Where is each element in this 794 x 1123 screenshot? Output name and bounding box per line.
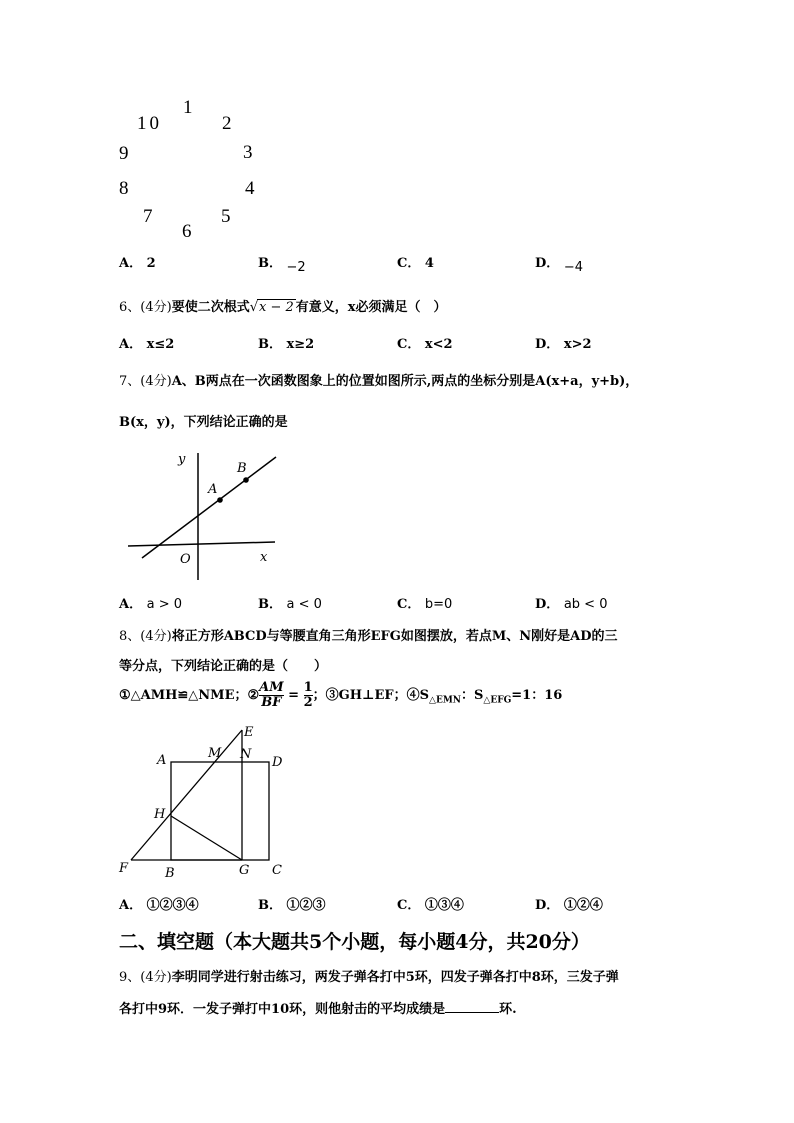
label-a: A <box>157 753 167 768</box>
dial-number: 1 <box>183 97 193 118</box>
label-h: H <box>154 807 166 822</box>
question-7-line2: B(x，y)，下列结论正确的是 <box>119 415 288 430</box>
option-d[interactable]: D． ①②④ <box>535 898 603 913</box>
q8-figure <box>115 722 295 882</box>
label-e: E <box>244 725 254 740</box>
question-7-line1: 7、(4分)A、B两点在一次函数图象上的位置如图所示,两点的坐标分别是A(x+a，y+b)， <box>119 374 639 389</box>
option-d[interactable]: D． −4 <box>535 256 583 275</box>
label-f: F <box>119 861 129 876</box>
label-n: N <box>240 747 252 762</box>
q7-graph <box>120 445 290 587</box>
section-heading: 二、填空题（本大题共5个小题，每小题4分，共20分） <box>119 931 590 953</box>
dial-number: 3 <box>243 142 253 163</box>
segment-fe <box>131 730 242 860</box>
option-a[interactable]: A． x≤2 <box>119 337 175 352</box>
label-d: D <box>272 755 283 770</box>
dial-number: 4 <box>245 178 255 199</box>
question-9-line2: 各打中9环．一发子弹打中10环，则他射击的平均成绩是 环. <box>119 1002 517 1017</box>
option-d[interactable]: D． x>2 <box>535 337 592 352</box>
label-c: C <box>272 863 282 878</box>
option-d[interactable]: D． ab < 0 <box>535 597 608 612</box>
option-a[interactable]: A． a > 0 <box>119 597 183 612</box>
dial-number: 10 <box>137 113 162 134</box>
fraction-am-bf: $\frac{AM}{BF}$ <box>259 680 284 710</box>
y-label: y <box>178 452 186 467</box>
fraction-one-half: $\frac{1}{2}$ <box>303 680 313 710</box>
dial-number: 6 <box>182 221 192 242</box>
radical-expression: x − 2 <box>259 300 294 315</box>
segment-hg <box>171 816 242 860</box>
point-b <box>243 477 249 483</box>
label-g: G <box>239 863 250 878</box>
dial-number: 9 <box>119 143 129 164</box>
option-c[interactable]: C． ①③④ <box>397 898 464 913</box>
a-label: A <box>208 482 218 497</box>
option-b[interactable]: B． −2 <box>258 256 306 275</box>
dial-number: 8 <box>119 178 129 199</box>
x-axis <box>128 542 275 546</box>
dial-number: 7 <box>143 206 153 227</box>
x-label: x <box>260 550 268 565</box>
question-8-line1: 8、(4分)将正方形ABCD与等腰直角三角形EFG如图摆放，若点M、N刚好是AD的三 <box>119 629 618 644</box>
question-8-line2: 等分点，下列结论正确的是（ ） <box>119 659 328 674</box>
label-b: B <box>165 866 175 881</box>
question-9-line1: 9、(4分)李明同学进行射击练习，两发子弹各打中5环，四发子弹各打中8环，三发子弹 <box>119 970 619 985</box>
b-label: B <box>237 461 247 476</box>
option-a[interactable]: A． 2 <box>119 256 156 271</box>
label-m: M <box>208 746 222 761</box>
origin-label: O <box>180 552 191 567</box>
option-b[interactable]: B． a < 0 <box>258 597 322 612</box>
dial-number: 5 <box>221 206 231 227</box>
dial-number: 2 <box>222 113 232 134</box>
point-a <box>217 497 223 503</box>
answer-blank[interactable] <box>445 1000 499 1013</box>
option-b[interactable]: B． ①②③ <box>258 898 326 913</box>
option-c[interactable]: C． 4 <box>397 256 434 271</box>
option-c[interactable]: C． b=0 <box>397 597 453 612</box>
question-6: 6、(4分)要使二次根式√x − 2 有意义，x必须满足（ ） <box>119 300 447 315</box>
square-abcd <box>171 762 269 860</box>
question-8-conclusions: ①△AMH≌△NME；② $\frac{AM}{BF}$ = $\frac{1}{2}$ ；③GH⊥EF；$④S_{\triangle EMN}$：$S_{\triangle EFG}=1$：16 <box>119 680 563 710</box>
option-b[interactable]: B． x≥2 <box>258 337 315 352</box>
option-a[interactable]: A． ①②③④ <box>119 898 199 913</box>
option-c[interactable]: C． x<2 <box>397 337 453 352</box>
